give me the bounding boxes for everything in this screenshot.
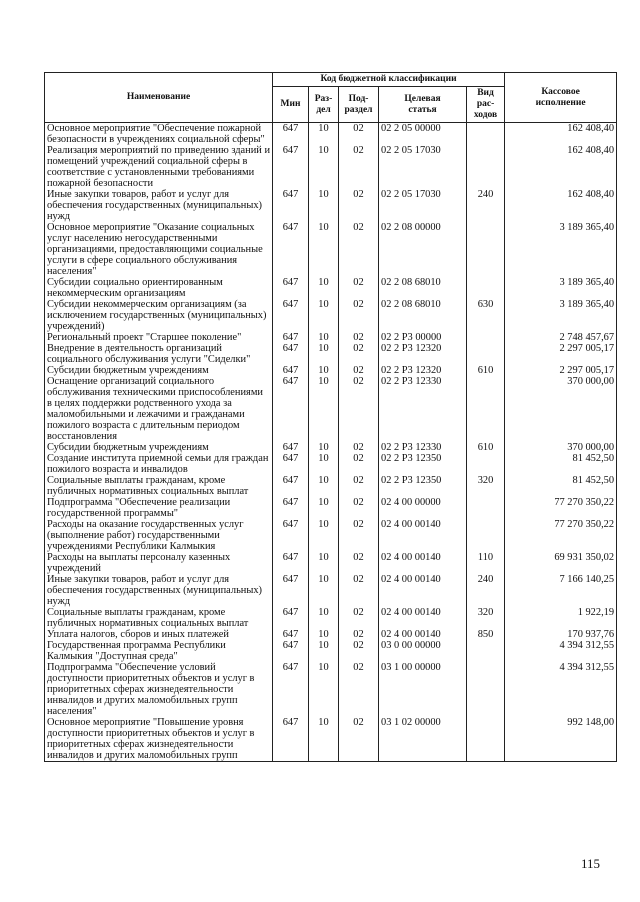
cell-name: Внедрение в деятельность организаций социального обслуживания услуги "Сиделки": [45, 343, 273, 365]
cell-name: Региональный проект "Старшее поколение": [45, 332, 273, 343]
cell-name: Субсидии бюджетным учреждениям: [45, 442, 273, 453]
cell-tselevaya: 02 2 05 17030: [379, 145, 467, 189]
cell-vid: 240: [467, 189, 505, 222]
cell-amount: 77 270 350,22: [505, 519, 617, 552]
cell-tselevaya: 02 4 00 00140: [379, 519, 467, 552]
cell-tselevaya: 02 2 P3 12330: [379, 442, 467, 453]
cell-amount: 162 408,40: [505, 189, 617, 222]
cell-min: 647: [273, 629, 309, 640]
cell-podrazdel: 02: [339, 574, 379, 607]
table-row: [45, 365, 617, 376]
col-min-header: Мин: [273, 87, 309, 123]
cell-podrazdel: 02: [339, 640, 379, 662]
cell-podrazdel: 02: [339, 453, 379, 475]
cell-vid: [467, 497, 505, 519]
cell-razdel: 10: [309, 629, 339, 640]
cell-tselevaya: 03 1 02 00000: [379, 717, 467, 762]
cell-min: 647: [273, 277, 309, 299]
cell-name: Расходы на выплаты персоналу казенных учреждений: [45, 552, 273, 574]
cell-razdel: 10: [309, 343, 339, 365]
cell-vid: [467, 332, 505, 343]
cell-min: 647: [273, 475, 309, 497]
col-amount-header: Кассовое исполнение: [505, 73, 617, 123]
cell-razdel: 10: [309, 442, 339, 453]
cell-podrazdel: 02: [339, 145, 379, 189]
cell-min: 647: [273, 497, 309, 519]
cell-vid: [467, 376, 505, 442]
cell-vid: [467, 123, 505, 146]
col-razdel-header: Раз- дел: [309, 87, 339, 123]
cell-podrazdel: 02: [339, 299, 379, 332]
cell-amount: 81 452,50: [505, 475, 617, 497]
cell-name: Иные закупки товаров, работ и услуг для обеспечения государственных (муниципальных) нужд: [45, 574, 273, 607]
cell-podrazdel: 02: [339, 717, 379, 762]
cell-tselevaya: 02 2 08 68010: [379, 277, 467, 299]
cell-tselevaya: 02 2 P3 12350: [379, 475, 467, 497]
table-row: [45, 640, 617, 662]
cell-podrazdel: 02: [339, 123, 379, 146]
cell-vid: 320: [467, 475, 505, 497]
cell-podrazdel: 02: [339, 497, 379, 519]
cell-vid: [467, 222, 505, 277]
table-body: [45, 123, 617, 762]
cell-vid: [467, 343, 505, 365]
table-row: [45, 662, 617, 717]
cell-amount: 3 189 365,40: [505, 299, 617, 332]
cell-podrazdel: 02: [339, 629, 379, 640]
cell-amount: 170 937,76: [505, 629, 617, 640]
cell-vid: 610: [467, 365, 505, 376]
table-row: [45, 376, 617, 442]
cell-podrazdel: 02: [339, 442, 379, 453]
cell-tselevaya: 02 2 P3 00000: [379, 332, 467, 343]
cell-tselevaya: 02 2 05 17030: [379, 189, 467, 222]
cell-tselevaya: 02 2 P3 12350: [379, 453, 467, 475]
table-row: [45, 607, 617, 629]
cell-amount: 370 000,00: [505, 376, 617, 442]
cell-min: 647: [273, 453, 309, 475]
cell-amount: 3 189 365,40: [505, 222, 617, 277]
cell-podrazdel: 02: [339, 332, 379, 343]
cell-razdel: 10: [309, 332, 339, 343]
cell-name: Создание института приемной семьи для граждан пожилого возраста и инвалидов: [45, 453, 273, 475]
cell-razdel: 10: [309, 376, 339, 442]
cell-tselevaya: 02 4 00 00000: [379, 497, 467, 519]
table-row: [45, 453, 617, 475]
cell-min: 647: [273, 376, 309, 442]
code-group-header: Код бюджетной классификации: [273, 73, 505, 87]
table-row: [45, 123, 617, 146]
col-podrazdel-header: Под- раздел: [339, 87, 379, 123]
cell-tselevaya: 02 4 00 00140: [379, 629, 467, 640]
cell-name: Государственная программа Республики Калмыкия "Доступная среда": [45, 640, 273, 662]
cell-name: Основное мероприятие "Оказание социальных услуг населению негосударственными организациями, предоставляющими социальные услуги в сфере социального обслуживания населения": [45, 222, 273, 277]
cell-vid: [467, 519, 505, 552]
cell-name: Субсидии социально ориентированным некоммерческим организациям: [45, 277, 273, 299]
budget-table: [44, 72, 617, 762]
table-row: [45, 343, 617, 365]
cell-podrazdel: 02: [339, 475, 379, 497]
col-name-header: Наименование: [45, 73, 273, 123]
cell-razdel: 10: [309, 145, 339, 189]
cell-name: Подпрограмма "Обеспечение условий доступности приоритетных объектов и услуг в приоритетных сферах жизнедеятельности инвалидов и других маломобильных групп населения": [45, 662, 273, 717]
cell-min: 647: [273, 222, 309, 277]
cell-name: Социальные выплаты гражданам, кроме публичных нормативных социальных выплат: [45, 607, 273, 629]
cell-amount: 2 297 005,17: [505, 343, 617, 365]
cell-razdel: 10: [309, 717, 339, 762]
cell-razdel: 10: [309, 552, 339, 574]
table-row: [45, 574, 617, 607]
cell-razdel: 10: [309, 574, 339, 607]
cell-name: Реализация мероприятий по приведению зданий и помещений учреждений социальной сферы в соответствие с установленными требованиями пожарной безопасности: [45, 145, 273, 189]
col-tselevaya-header: Целевая статья: [379, 87, 467, 123]
cell-min: 647: [273, 365, 309, 376]
cell-tselevaya: 02 4 00 00140: [379, 607, 467, 629]
table-row: [45, 442, 617, 453]
cell-vid: [467, 145, 505, 189]
cell-tselevaya: 03 1 00 00000: [379, 662, 467, 717]
cell-min: 647: [273, 123, 309, 146]
cell-podrazdel: 02: [339, 376, 379, 442]
cell-name: Субсидии некоммерческим организациям (за исключением государственных (муниципальных) учреждений): [45, 299, 273, 332]
cell-razdel: 10: [309, 640, 339, 662]
cell-name: Иные закупки товаров, работ и услуг для обеспечения государственных (муниципальных) нужд: [45, 189, 273, 222]
cell-razdel: 10: [309, 519, 339, 552]
cell-tselevaya: 02 2 P3 12320: [379, 365, 467, 376]
cell-razdel: 10: [309, 662, 339, 717]
cell-tselevaya: 02 2 05 00000: [379, 123, 467, 146]
cell-min: 647: [273, 145, 309, 189]
cell-amount: 4 394 312,55: [505, 640, 617, 662]
cell-podrazdel: 02: [339, 189, 379, 222]
cell-vid: [467, 717, 505, 762]
col-vid-header: Вид рас- ходов: [467, 87, 505, 123]
cell-razdel: 10: [309, 189, 339, 222]
cell-podrazdel: 02: [339, 607, 379, 629]
cell-min: 647: [273, 640, 309, 662]
cell-vid: 240: [467, 574, 505, 607]
cell-amount: 1 922,19: [505, 607, 617, 629]
cell-amount: 69 931 350,02: [505, 552, 617, 574]
cell-name: Расходы на оказание государственных услуг (выполнение работ) государственными учреждениями Республики Калмыкия: [45, 519, 273, 552]
cell-razdel: 10: [309, 497, 339, 519]
cell-tselevaya: 02 2 08 68010: [379, 299, 467, 332]
cell-min: 647: [273, 189, 309, 222]
cell-tselevaya: 02 2 P3 12320: [379, 343, 467, 365]
cell-razdel: 10: [309, 475, 339, 497]
cell-amount: 992 148,00: [505, 717, 617, 762]
cell-razdel: 10: [309, 222, 339, 277]
table-row: [45, 332, 617, 343]
cell-min: 647: [273, 717, 309, 762]
table-row: [45, 189, 617, 222]
cell-vid: [467, 662, 505, 717]
table-row: [45, 299, 617, 332]
cell-vid: 630: [467, 299, 505, 332]
cell-vid: [467, 453, 505, 475]
cell-amount: 162 408,40: [505, 145, 617, 189]
cell-tselevaya: 02 4 00 00140: [379, 552, 467, 574]
table-row: [45, 519, 617, 552]
cell-min: 647: [273, 442, 309, 453]
cell-min: 647: [273, 574, 309, 607]
cell-podrazdel: 02: [339, 222, 379, 277]
cell-amount: 7 166 140,25: [505, 574, 617, 607]
cell-razdel: 10: [309, 365, 339, 376]
cell-min: 647: [273, 662, 309, 717]
cell-podrazdel: 02: [339, 662, 379, 717]
cell-amount: 3 189 365,40: [505, 277, 617, 299]
cell-name: Социальные выплаты гражданам, кроме публичных нормативных социальных выплат: [45, 475, 273, 497]
table-row: [45, 717, 617, 762]
cell-amount: 162 408,40: [505, 123, 617, 146]
table-row: [45, 145, 617, 189]
table-row: [45, 552, 617, 574]
cell-vid: 850: [467, 629, 505, 640]
table-row: [45, 222, 617, 277]
cell-vid: 320: [467, 607, 505, 629]
cell-amount: 2 297 005,17: [505, 365, 617, 376]
cell-razdel: 10: [309, 299, 339, 332]
cell-razdel: 10: [309, 277, 339, 299]
cell-vid: 610: [467, 442, 505, 453]
cell-vid: [467, 277, 505, 299]
cell-razdel: 10: [309, 453, 339, 475]
cell-name: Субсидии бюджетным учреждениям: [45, 365, 273, 376]
cell-tselevaya: 03 0 00 00000: [379, 640, 467, 662]
cell-razdel: 10: [309, 607, 339, 629]
cell-min: 647: [273, 343, 309, 365]
cell-podrazdel: 02: [339, 343, 379, 365]
page-number: 115: [580, 856, 600, 871]
cell-name: Основное мероприятие "Повышение уровня доступности приоритетных объектов и услуг в приоритетных сферах жизнедеятельности инвалидов и других маломобильных групп: [45, 717, 273, 762]
cell-min: 647: [273, 299, 309, 332]
cell-amount: 77 270 350,22: [505, 497, 617, 519]
table-row: [45, 629, 617, 640]
table-row: [45, 497, 617, 519]
cell-tselevaya: 02 2 08 00000: [379, 222, 467, 277]
cell-amount: 370 000,00: [505, 442, 617, 453]
cell-podrazdel: 02: [339, 552, 379, 574]
cell-razdel: 10: [309, 123, 339, 146]
cell-amount: 81 452,50: [505, 453, 617, 475]
cell-vid: [467, 640, 505, 662]
cell-tselevaya: 02 2 P3 12330: [379, 376, 467, 442]
cell-podrazdel: 02: [339, 277, 379, 299]
cell-min: 647: [273, 332, 309, 343]
cell-vid: 110: [467, 552, 505, 574]
cell-amount: 4 394 312,55: [505, 662, 617, 717]
cell-min: 647: [273, 607, 309, 629]
cell-min: 647: [273, 519, 309, 552]
cell-tselevaya: 02 4 00 00140: [379, 574, 467, 607]
cell-name: Основное мероприятие "Обеспечение пожарной безопасности в учреждениях социальной сферы": [45, 123, 273, 146]
cell-name: Оснащение организаций социального обслуживания техническими приспособлениями в целях поддержки родственного ухода за маломобильными и лежачими и гражданами пожилого возраста с длительным периодом восстановления: [45, 376, 273, 442]
table-header: [45, 73, 617, 123]
cell-podrazdel: 02: [339, 519, 379, 552]
table-row: [45, 277, 617, 299]
cell-name: Подпрограмма "Обеспечение реализации государственной программы": [45, 497, 273, 519]
cell-name: Уплата налогов, сборов и иных платежей: [45, 629, 273, 640]
cell-min: 647: [273, 552, 309, 574]
table-row: [45, 475, 617, 497]
cell-amount: 2 748 457,67: [505, 332, 617, 343]
cell-podrazdel: 02: [339, 365, 379, 376]
